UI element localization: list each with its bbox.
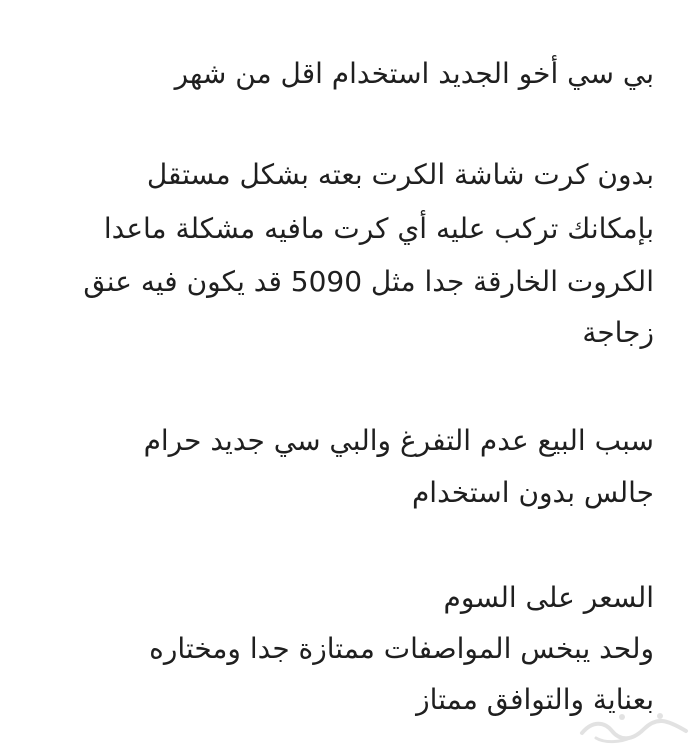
post-line-price: السعر على السوم <box>443 581 654 614</box>
haraj-logo-icon <box>574 707 694 747</box>
post-line-bottleneck: الكروت الخارقة جدا مثل 5090 قد يكون فيه عنق <box>83 265 654 298</box>
post-line-title: بي سي أخو الجديد استخدام اقل من شهر <box>174 57 654 90</box>
post-line-sale-reason-end: جالس بدون استخدام <box>411 476 654 509</box>
post-line-specs: ولحد يبخس المواصفات ممتازة جدا ومختاره <box>149 632 654 665</box>
post-line-bottleneck-end: زجاجة <box>582 316 654 349</box>
post-line-sale-reason: سبب البيع عدم التفرغ والبي سي جديد حرام <box>143 424 654 457</box>
post-line-gpu-note: بدون كرت شاشة الكرت بعته بشكل مستقل <box>146 158 654 191</box>
post-line-compatibility: بإمكانك تركب عليه أي كرت مافيه مشكلة ماعدا <box>103 212 654 245</box>
haraj-watermark-logo <box>574 707 694 747</box>
post-line-specs-end: بعناية والتوافق ممتاز <box>416 683 654 716</box>
